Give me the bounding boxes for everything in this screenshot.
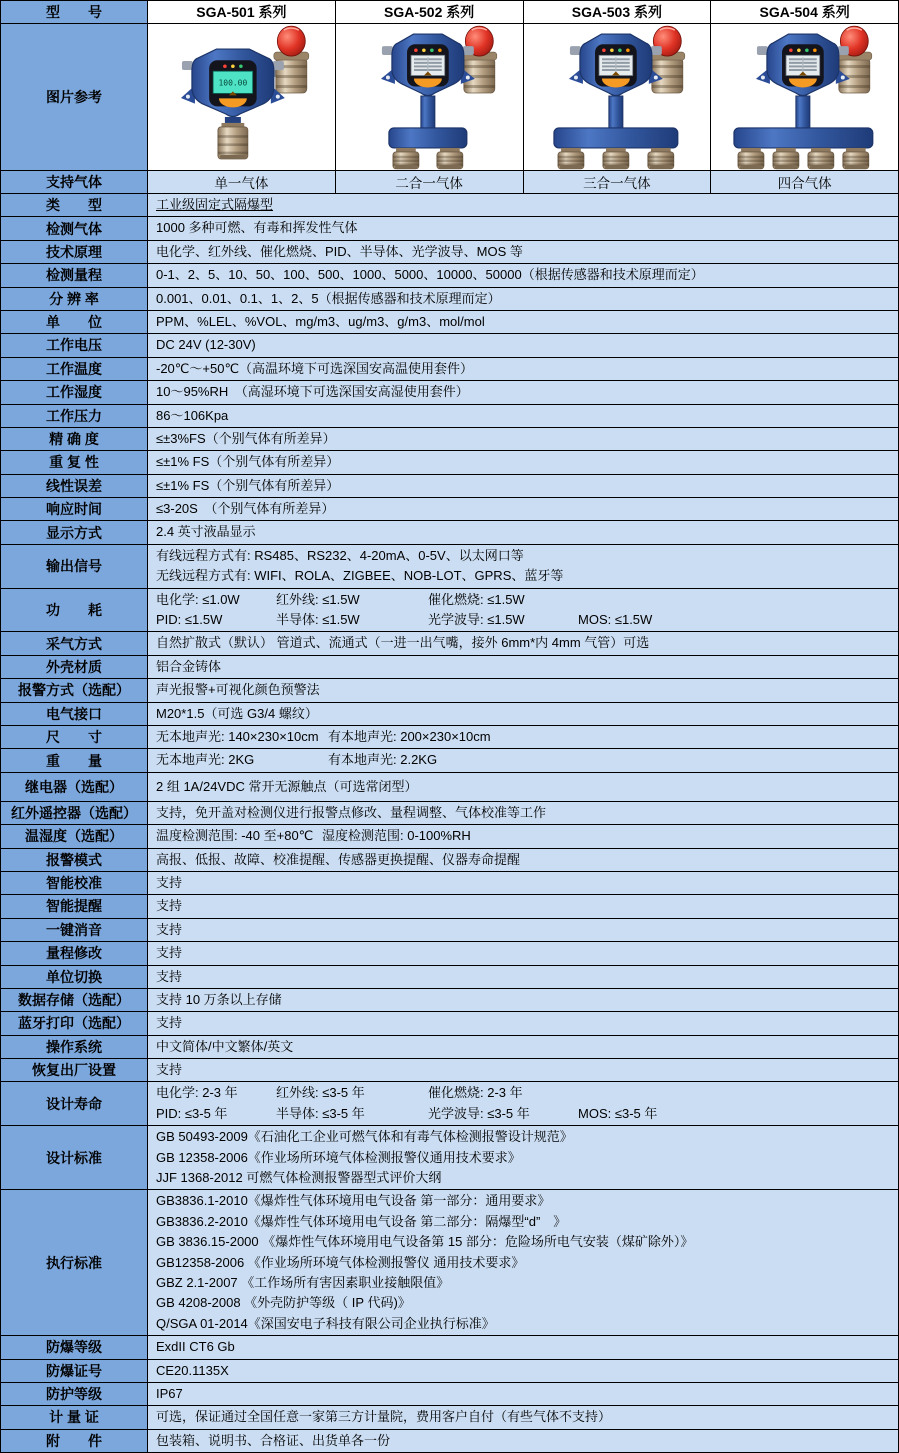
value-segment: 铝合金铸体 [156,658,222,674]
value-line [156,1212,894,1232]
row-label: 操作系统 [1,1036,148,1058]
value-segment: 有本地声光: 200×230×10cm [328,728,491,744]
value-line [156,803,894,823]
row-label: 执行标准 [1,1190,148,1335]
spec-row [1,288,898,311]
row-label: 类 型 [1,194,148,216]
row-label: 智能提醒 [1,895,148,917]
spec-row [1,679,898,702]
value-line [156,242,894,262]
row-label: 设计标准 [1,1126,148,1189]
row-value [148,311,898,333]
spec-row [1,451,898,474]
gas-sensor-icon [808,148,834,169]
value-line [156,1431,894,1451]
value-segment: 支持 [156,968,183,984]
value-segment: 温度检测范围: -40 至+80℃ [156,828,314,844]
row-label: 单 位 [1,311,148,333]
row-label: 图片参考 [1,24,148,170]
value-segment: DC 24V (12-30V) [156,337,256,353]
value-line [156,1314,894,1334]
value-line [156,1013,894,1033]
spec-row [1,632,898,655]
value-line [156,610,894,630]
gas-sensor-icon [557,148,583,169]
value-line [156,590,894,610]
value-line [156,1407,894,1427]
row-label: 支持气体 [1,171,148,193]
gas-sensor-icon [843,148,869,169]
spec-row [1,264,898,287]
row-value [148,749,898,771]
value-segment: 自然扩散式（默认） 管道式、流通式（一进一出气嘴，接外 6mm*内 4mm 气管）可选 [156,635,650,651]
row-label: 一键消音 [1,919,148,941]
row-value [148,475,898,497]
value-line [156,777,894,797]
value-segment: 包装箱、说明书、合格证、出货单各一份 [156,1432,391,1448]
value-line [156,1168,894,1188]
row-value [148,1190,898,1335]
value-line [156,873,894,893]
value-line [156,335,894,355]
row-value [148,1360,898,1382]
row-value [148,849,898,871]
row-label: 报警模式 [1,849,148,871]
spec-row [1,703,898,726]
value-line [156,1253,894,1273]
spec-row [1,919,898,942]
value-segment: GB 3836.15-2000 《爆炸性气体环境用电气设备第 15 部分：危险场所电气安装（煤矿除外）》 [156,1234,694,1250]
value-segment: IP67 [156,1385,183,1401]
row-value [148,1082,898,1125]
row-value [148,1406,898,1428]
lcd-reading: 100.00 [218,78,248,88]
value-segment: GB 4208-2008 《外壳防护等级（ IP 代码)》 [156,1295,411,1311]
row-value [148,966,898,988]
value-segment: 湿度检测范围: 0-100%RH [322,828,471,844]
value-line [156,633,894,653]
device-image-sga-503 [524,24,712,170]
value-line [156,1037,894,1057]
model-cells [148,1,898,23]
value-segment: 电化学、红外线、催化燃烧、PID、半导体、光学波导、MOS 等 [156,243,523,259]
value-line [156,704,894,724]
spec-row [1,989,898,1012]
gas-sensor-icon [393,148,419,169]
value-line [156,1191,894,1211]
value-segment: 电化学: 2-3 年 [156,1085,238,1101]
value-segment: 可选，保证通过全国任意一家第三方计量院，费用客户自付（有些气体不支持） [156,1409,612,1425]
value-segment: MOS: ≤3-5 年 [578,1105,658,1121]
detector-body [381,34,475,95]
row-value [148,288,898,310]
gas-type-2in1: 二合一气体 [336,171,524,193]
value-segment: 光学波导: ≤3-5 年 [428,1105,530,1121]
value-line [156,1361,894,1381]
value-segment: 催化燃烧: 2-3 年 [428,1085,523,1101]
row-label: 报警方式（选配） [1,679,148,701]
value-line [156,727,894,747]
row-value [148,632,898,654]
spec-row [1,749,898,772]
row-label: 响应时间 [1,498,148,520]
spec-row [1,1383,898,1406]
spec-row [1,726,898,749]
spec-row [1,1190,898,1336]
row-label: 智能校准 [1,872,148,894]
row-label: 防爆证号 [1,1360,148,1382]
row-label: 防护等级 [1,1383,148,1405]
gas-sensor-icon [218,123,248,159]
row-value [148,1336,898,1358]
value-segment: PPM、%LEL、%VOL、mg/m3、ug/m3、g/m3、mol/mol [156,313,485,329]
value-segment: GB 12358-2006《作业场所环境气体检测报警仪通用技术要求》 [156,1149,521,1165]
model-header-row [1,1,898,24]
value-segment: 支持 [156,945,183,961]
value-segment: 86～106Kpa [156,407,229,423]
spec-row [1,475,898,498]
row-label: 附 件 [1,1430,148,1452]
value-line [156,1127,894,1147]
spec-row [1,521,898,544]
row-value [148,334,898,356]
detector-body [568,34,662,95]
device-image-sga-501 [148,24,336,170]
gas-sensor-icon [647,148,673,169]
spec-row [1,498,898,521]
model-name-sga-504: SGA-504 系列 [711,1,898,23]
alarm-beacon-icon [269,26,309,93]
spec-row [1,825,898,848]
gas-cells [148,171,898,193]
spec-row [1,802,898,825]
model-name-sga-503: SGA-503 系列 [524,1,712,23]
value-segment: CE20.1135X [156,1362,229,1378]
model-name-sga-502: SGA-502 系列 [336,1,524,23]
value-segment: 无本地声光: 140×230×10cm [156,728,319,744]
row-label: 型 号 [1,1,148,23]
row-value [148,1012,898,1034]
value-line [156,1273,894,1293]
value-segment: -20℃～+50℃（高温环境下可选深国安高温使用套件） [156,360,474,376]
value-segment: 0-1、2、5、10、50、100、500、1000、5000、10000、50000（根据传感器和技术原理而定） [156,267,704,283]
row-label: 继电器（选配） [1,773,148,801]
value-line [156,406,894,426]
value-line [156,920,894,940]
value-segment: GB 50493-2009《石油化工企业可燃气体和有毒气体检测报警设计规范》 [156,1129,573,1145]
value-segment: JJF 1368-2012 可燃气体检测报警器型式评价大纲 [156,1170,442,1186]
spec-row [1,428,898,451]
row-label: 技术原理 [1,241,148,263]
gas-sensor-icon [738,148,764,169]
row-value [148,194,898,216]
spec-row [1,194,898,217]
row-label: 检测量程 [1,264,148,286]
spec-rows [1,194,898,1452]
row-value [148,589,898,632]
value-segment: GB12358-2006 《作业场所环境气体检测报警仪 通用技术要求》 [156,1254,525,1270]
row-label: 重 量 [1,749,148,771]
value-line [156,218,894,238]
value-segment: ≤3-20S （个别气体有所差异） [156,501,335,517]
row-value [148,521,898,543]
value-segment: 催化燃烧: ≤1.5W [428,591,525,607]
spec-row [1,895,898,918]
value-segment: 工业级固定式隔爆型 [156,197,274,212]
value-line [156,312,894,332]
row-value [148,1059,898,1081]
spec-row [1,1360,898,1383]
value-segment: 支持 [156,1062,183,1078]
spec-row [1,1336,898,1359]
spec-row [1,1126,898,1190]
spec-row [1,1036,898,1059]
value-line [156,382,894,402]
gas-type-3in1: 三合一气体 [524,171,712,193]
device-illustration [524,24,711,170]
value-line [156,1232,894,1252]
gas-sensor-icon [437,148,463,169]
row-value [148,919,898,941]
value-line [156,750,894,770]
row-value [148,656,898,678]
device-illustration [336,24,523,170]
row-label: 工作湿度 [1,381,148,403]
row-value [148,726,898,748]
row-label: 量程修改 [1,942,148,964]
value-segment: ≤±3%FS（个别气体有所差异） [156,430,336,446]
spec-row [1,1406,898,1429]
row-label: 恢复出厂设置 [1,1059,148,1081]
value-segment: 有本地声光: 2.2KG [328,752,438,768]
row-label: 采气方式 [1,632,148,654]
row-label: 重 复 性 [1,451,148,473]
value-segment: 高报、低报、故障、校准提醒、传感器更换提醒、仪器寿命提醒 [156,851,521,867]
value-segment: 声光报警+可视化颜色预警法 [156,682,320,698]
value-line [156,850,894,870]
value-segment: Q/SGA 01-2014《深国安电子科技有限公司企业执行标准》 [156,1315,495,1331]
row-label: 分 辨 率 [1,288,148,310]
row-label: 检测气体 [1,217,148,239]
row-label: 温湿度（选配） [1,825,148,847]
spec-row [1,545,898,589]
value-segment: 中文简体/中文繁体/英文 [156,1038,294,1054]
row-value [148,1126,898,1189]
value-line [156,967,894,987]
row-label: 数据存储（选配） [1,989,148,1011]
value-segment: ≤±1% FS（个别气体有所差异） [156,477,340,493]
device-illustration [148,24,335,170]
row-value [148,451,898,473]
row-label: 计 量 证 [1,1406,148,1428]
value-line [156,1337,894,1357]
value-segment: 10～95%RH （高湿环境下可选深国安高湿使用套件） [156,384,469,400]
value-segment: 支持 [156,898,183,914]
value-line [156,499,894,519]
value-line [156,289,894,309]
value-line [156,522,894,542]
value-segment: 电化学: ≤1.0W [156,591,240,607]
spec-row [1,773,898,802]
model-name-sga-501: SGA-501 系列 [148,1,336,23]
value-line [156,943,894,963]
value-line [156,359,894,379]
detector-body [756,34,850,95]
value-line [156,429,894,449]
value-segment: PID: ≤1.5W [156,612,223,628]
value-segment: M20*1.5（可选 G3/4 螺纹） [156,705,318,721]
row-label: 输出信号 [1,545,148,588]
spec-row [1,1059,898,1082]
detector-body [181,49,285,116]
row-label: 工作温度 [1,358,148,380]
spec-row [1,241,898,264]
value-segment: 支持 [156,921,183,937]
row-value [148,241,898,263]
value-line [156,1083,894,1103]
value-segment: MOS: ≤1.5W [578,612,653,628]
value-segment: GB3836.1-2010《爆炸性气体环境用电气设备 第一部分：通用要求》 [156,1193,551,1209]
gas-sensor-icon [602,148,628,169]
value-segment: 支持，免开盖对检测仪进行报警点修改、量程调整、气体校准等工作 [156,804,547,820]
row-value [148,1430,898,1452]
row-value [148,679,898,701]
value-segment: GBZ 2.1-2007 《工作场所有害因素职业接触限值》 [156,1274,450,1290]
row-value [148,773,898,801]
spec-row [1,849,898,872]
row-value [148,802,898,824]
value-line [156,657,894,677]
image-reference-row [1,24,898,171]
row-label: 蓝牙打印（选配） [1,1012,148,1034]
row-label: 精 确 度 [1,428,148,450]
row-label: 工作电压 [1,334,148,356]
value-segment: 2 组 1A/24VDC 常开无源触点（可选常闭型） [156,778,418,794]
value-segment: 无本地声光: 2KG [156,752,255,768]
row-label: 线性误差 [1,475,148,497]
value-line [156,1104,894,1124]
row-label: 单位切换 [1,966,148,988]
value-line [156,1148,894,1168]
spec-row [1,311,898,334]
value-segment: 红外线: ≤3-5 年 [276,1085,365,1101]
row-value [148,1383,898,1405]
value-line [156,452,894,472]
value-segment: 半导体: ≤3-5 年 [276,1105,365,1121]
value-line [156,195,894,215]
spec-row [1,334,898,357]
gas-type-4in1: 四合气体 [711,171,898,193]
value-segment: 1000 多种可燃、有毒和挥发性气体 [156,220,358,236]
value-line [156,1060,894,1080]
value-line [156,990,894,1010]
value-line [156,265,894,285]
spec-row [1,872,898,895]
value-line [156,546,894,566]
device-image-sga-502 [336,24,524,170]
row-label: 外壳材质 [1,656,148,678]
spec-row [1,589,898,633]
device-image-cells [148,24,898,170]
value-segment: 0.001、0.01、0.1、1、2、5（根据传感器和技术原理而定） [156,290,501,306]
row-value [148,428,898,450]
spec-row [1,217,898,240]
row-value [148,1036,898,1058]
value-segment: 红外线: ≤1.5W [276,591,360,607]
row-value [148,545,898,588]
value-segment: 有线远程方式有: RS485、RS232、4-20mA、0-5V、以太网口等 [156,547,524,563]
row-label: 电气接口 [1,703,148,725]
row-value [148,381,898,403]
value-segment: 无线远程方式有: WIFI、ROLA、ZIGBEE、NOB-LOT、GPRS、蓝牙等 [156,568,564,584]
row-value [148,405,898,427]
spec-row [1,381,898,404]
spec-row [1,966,898,989]
value-segment: ≤±1% FS（个别气体有所差异） [156,454,340,470]
row-label: 设计寿命 [1,1082,148,1125]
row-value [148,872,898,894]
row-value [148,703,898,725]
value-segment: 光学波导: ≤1.5W [428,612,525,628]
spec-row [1,942,898,965]
value-segment: 半导体: ≤1.5W [276,612,360,628]
row-value [148,989,898,1011]
value-segment: PID: ≤3-5 年 [156,1105,228,1121]
row-value [148,217,898,239]
row-value [148,358,898,380]
value-line [156,896,894,916]
value-line [156,826,894,846]
row-value [148,825,898,847]
gas-sensor-icon [773,148,799,169]
row-value [148,895,898,917]
device-illustration [711,24,898,170]
value-line [156,680,894,700]
spec-row [1,405,898,428]
row-label: 红外遥控器（选配） [1,802,148,824]
value-line [156,1384,894,1404]
value-segment: GB3836.2-2010《爆炸性气体环境用电气设备 第二部分：隔爆型“d” 》 [156,1213,567,1229]
spec-row [1,1082,898,1126]
spec-row [1,1430,898,1452]
row-label: 防爆等级 [1,1336,148,1358]
row-value [148,264,898,286]
value-segment: 2.4 英寸液晶显示 [156,524,256,540]
row-value [148,942,898,964]
spec-row [1,358,898,381]
row-value [148,498,898,520]
row-label: 尺 寸 [1,726,148,748]
row-label: 工作压力 [1,405,148,427]
row-label: 功 耗 [1,589,148,632]
supported-gas-row [1,171,898,194]
row-label: 显示方式 [1,521,148,543]
value-line [156,566,894,586]
device-image-sga-504 [711,24,898,170]
gas-type-single: 单一气体 [148,171,336,193]
value-segment: 支持 10 万条以上存储 [156,991,282,1007]
value-segment: ExdII CT6 Gb [156,1339,235,1355]
value-line [156,476,894,496]
value-line [156,1293,894,1313]
spec-row [1,1012,898,1035]
value-segment: 支持 [156,1015,183,1031]
value-segment: 支持 [156,874,183,890]
spec-row [1,656,898,679]
